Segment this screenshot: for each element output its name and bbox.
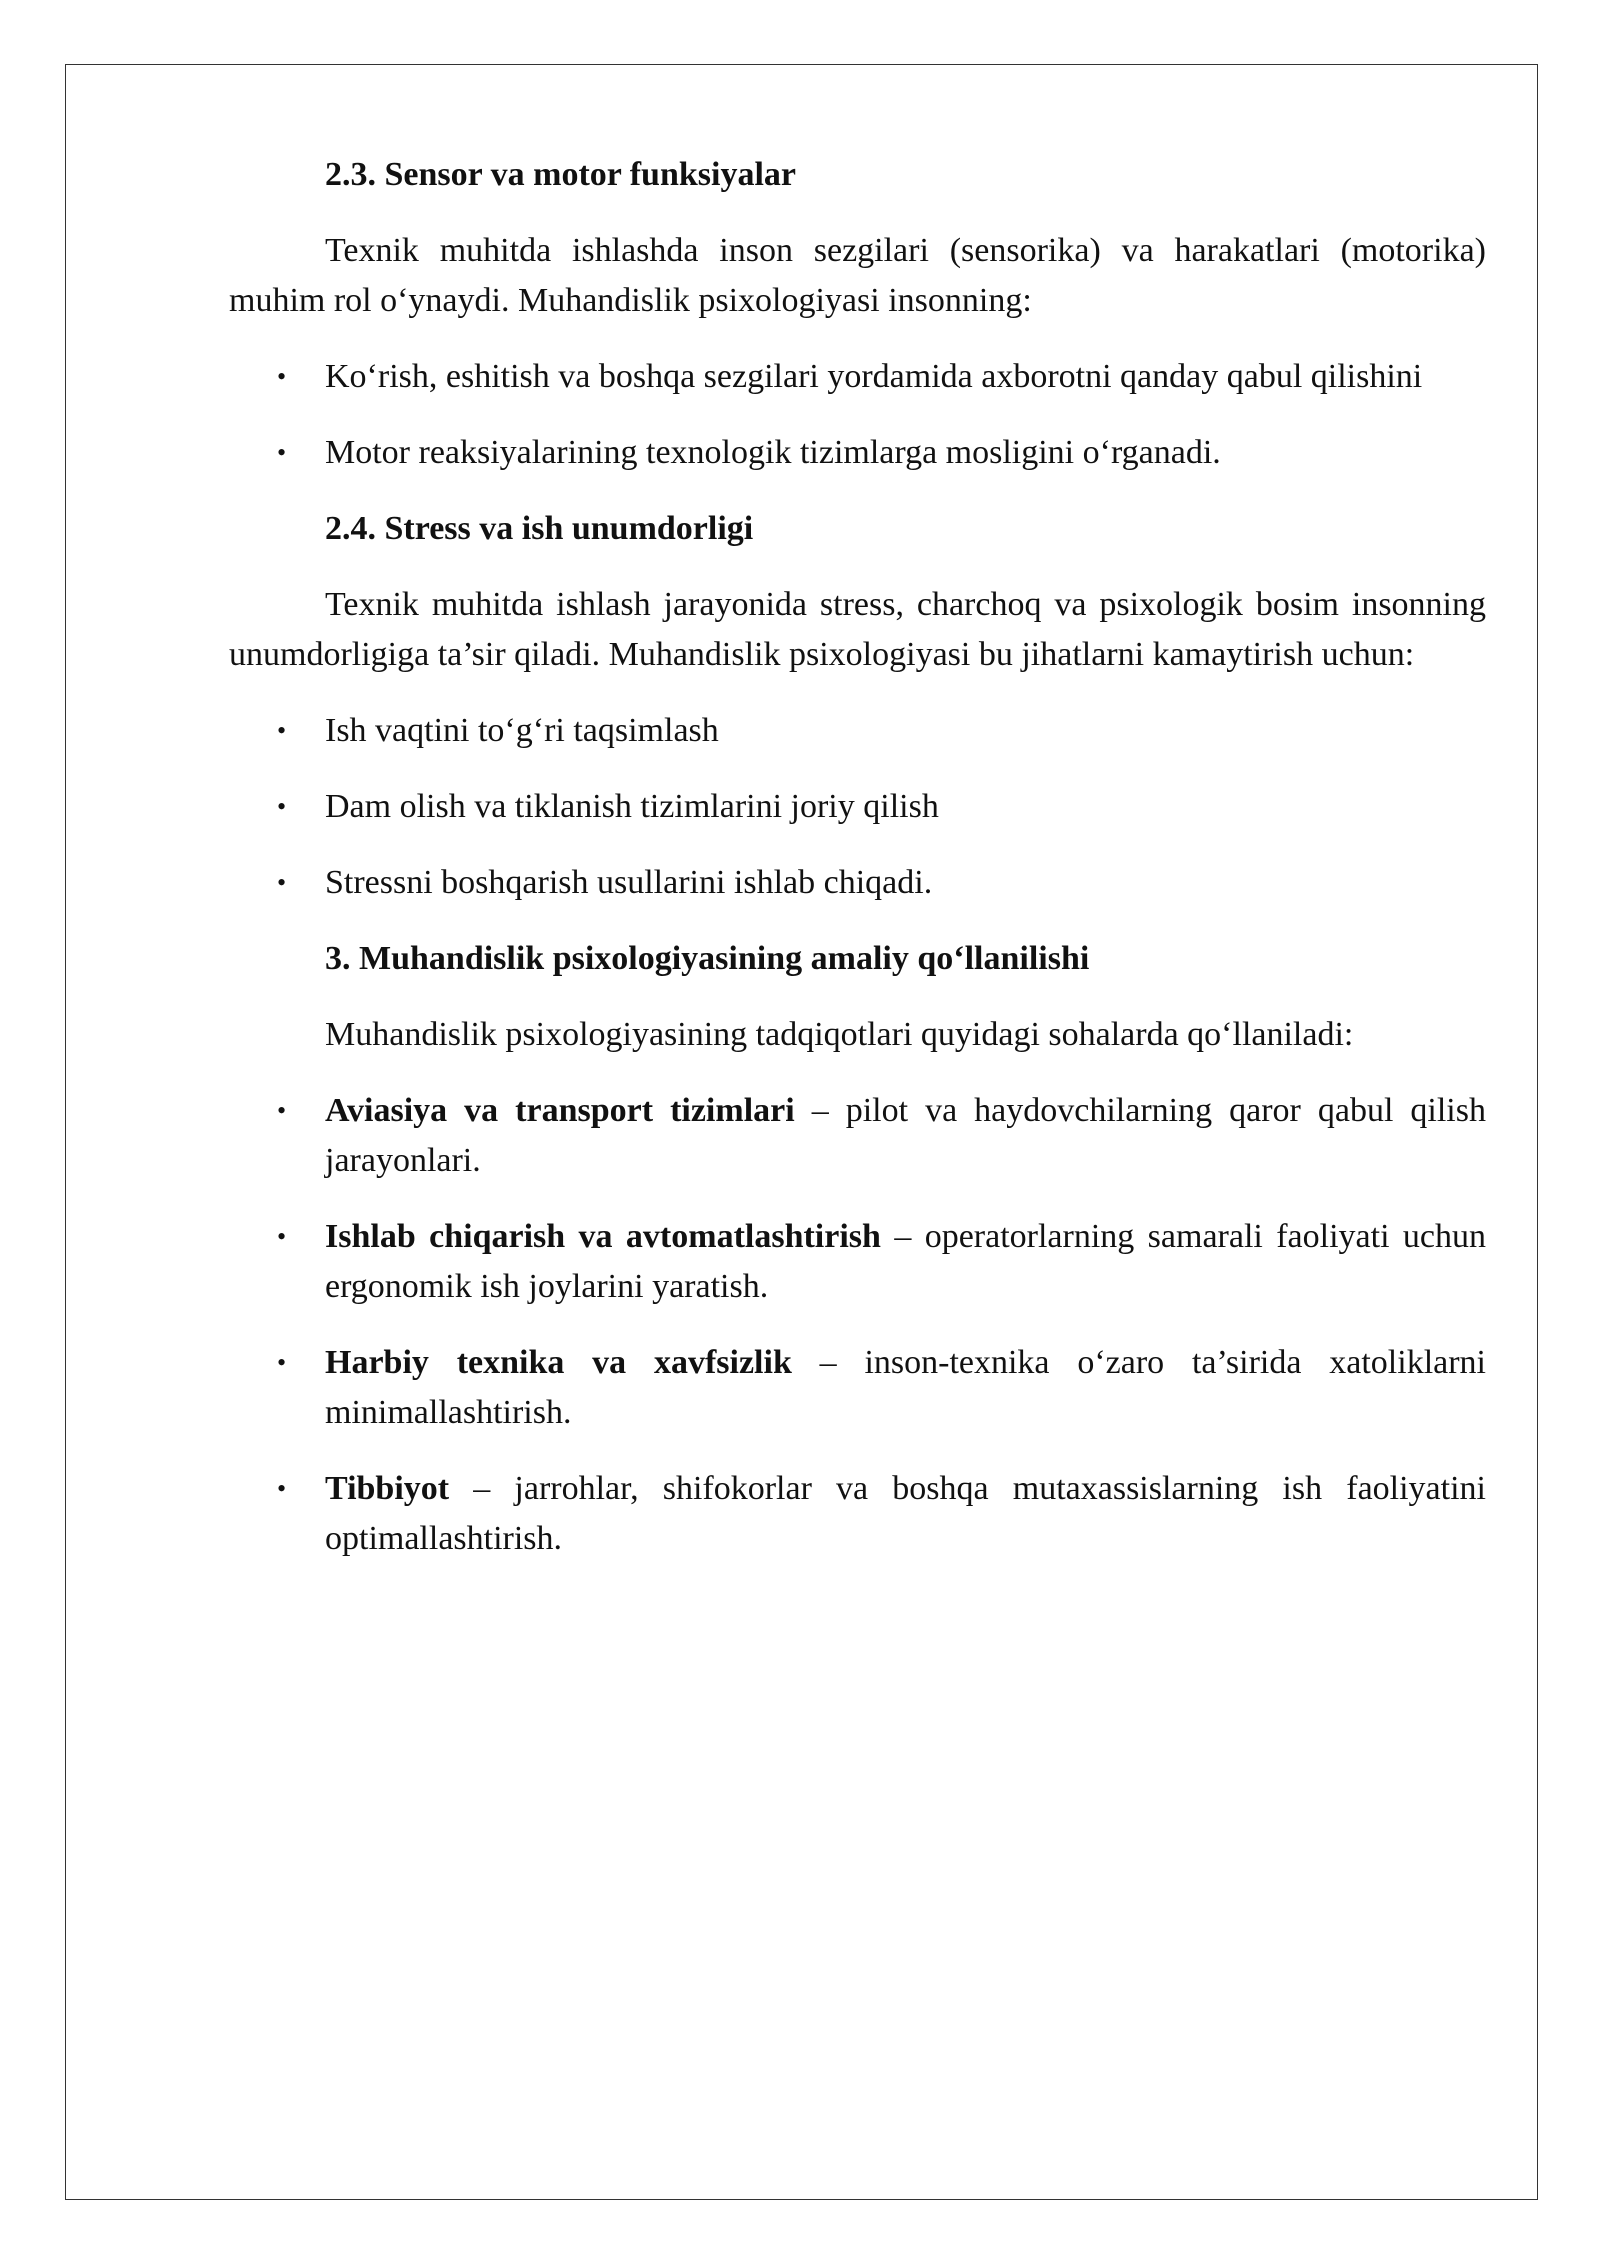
section-heading: 2.3. Sensor va motor funksiyalar xyxy=(325,156,797,193)
list-item xyxy=(229,706,1486,756)
bullet-icon: • xyxy=(277,792,287,821)
list-item xyxy=(229,352,1486,402)
list-item-term: Ishlab chiqarish va avtomatlashtirish xyxy=(325,1218,881,1255)
bullet-icon: • xyxy=(277,362,287,391)
list-item-text: Ko‘rish, eshitish va boshqa sezgilari yordamida axborotni qanday qabul qilishini xyxy=(325,358,1423,395)
list-item-text: – jarrohlar, shifokorlar va boshqa mutaxassislarning ish faoliyatini optimallashtirish. xyxy=(325,1470,1486,1557)
list-item xyxy=(229,1338,1486,1438)
list-item-text: – pilot va haydovchilarning qaror qabul qilish jarayonlari. xyxy=(325,1092,1486,1179)
list-item-term: Aviasiya va transport tizimlari xyxy=(325,1092,795,1129)
section-heading: 3. Muhandislik psixologiyasining amaliy qo‘llanilishi xyxy=(325,940,1090,977)
list-item-text: Ish vaqtini to‘g‘ri taqsimlash xyxy=(325,712,719,749)
document-body xyxy=(229,150,1486,1590)
list-item-term: Tibbiyot xyxy=(325,1470,450,1507)
list-item xyxy=(229,782,1486,832)
bullet-icon: • xyxy=(277,868,287,897)
list-item-text: – inson-texnika o‘zaro ta’sirida xatoliklarni minimallashtirish. xyxy=(325,1344,1486,1431)
section-paragraph: Muhandislik psixologiyasining tadqiqotlari quyidagi sohalarda qo‘llaniladi: xyxy=(325,1016,1354,1053)
list-item-text: – operatorlarning samarali faoliyati uchun ergonomik ish joylarini yaratish. xyxy=(325,1218,1487,1305)
bullet-icon: • xyxy=(277,1222,287,1251)
section-heading: 2.4. Stress va ish unumdorligi xyxy=(325,510,754,547)
bullet-icon: • xyxy=(277,438,287,467)
list-item-text: Motor reaksiyalarining texnologik tizimlarga mosligini o‘rganadi. xyxy=(325,434,1221,471)
list-item-text: Stressni boshqarish usullarini ishlab chiqadi. xyxy=(325,864,933,901)
list-item-term: Harbiy texnika va xavfsizlik xyxy=(325,1344,792,1381)
list-item xyxy=(229,1464,1486,1564)
section-paragraph: Texnik muhitda ishlashda inson sezgilari (sensorika) va harakatlari (motorika) muhim rol o‘ynaydi. Muhandislik psixologiyasi insonning: xyxy=(229,232,1486,319)
bullet-icon: • xyxy=(277,1474,287,1503)
bullet-icon: • xyxy=(277,1096,287,1125)
bullet-icon: • xyxy=(277,1348,287,1377)
list-item xyxy=(229,1086,1486,1186)
list-item xyxy=(229,1212,1486,1312)
section-paragraph: Texnik muhitda ishlash jarayonida stress, charchoq va psixologik bosim insonning unumdorligiga ta’sir qiladi. Muhandislik psixologiyasi bu jihatlarni kamaytirish uchun: xyxy=(229,586,1486,673)
bullet-list xyxy=(229,1086,1486,1564)
list-item-text: Dam olish va tiklanish tizimlarini joriy qilish xyxy=(325,788,939,825)
bullet-list xyxy=(229,706,1486,908)
list-item xyxy=(229,428,1486,478)
bullet-icon: • xyxy=(277,716,287,745)
list-item xyxy=(229,858,1486,908)
bullet-list xyxy=(229,352,1486,478)
